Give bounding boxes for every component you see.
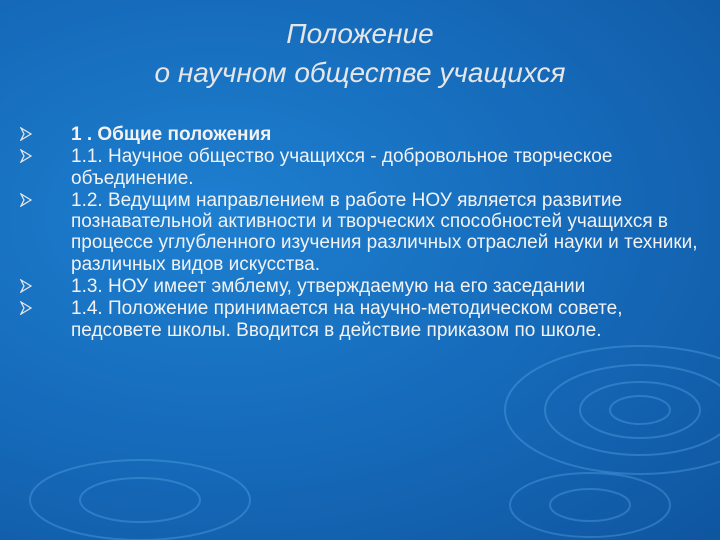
- arrowhead-bullet-icon: [20, 193, 32, 207]
- title-line-2: о научном обществе учащихся: [154, 57, 566, 88]
- list-item: [20, 146, 710, 189]
- list-item-text: 1.1. Научное общество учащихся - добровольное творческое объединение.: [71, 146, 613, 189]
- arrowhead-bullet-icon: [20, 127, 32, 141]
- arrowhead-bullet-icon: [20, 149, 32, 163]
- list-item-text: 1.3. НОУ имеет эмблему, утверждаемую на его заседании: [71, 276, 586, 298]
- arrowhead-bullet-icon: [20, 301, 32, 315]
- title-line-1: Положение: [286, 18, 434, 49]
- list-item-text: 1.4. Положение принимается на научно-методическом совете, педсовете школы. Вводится в действие приказом по школе.: [71, 298, 623, 341]
- list-item: [20, 298, 710, 341]
- list-item-text: 1.2. Ведущим направлением в работе НОУ является развитие познавательной активности и творческих способностей учащихся в процессе углубленного изучения различных отраслей науки и техники, различных видов искусства.: [71, 189, 698, 275]
- slide-title: [0, 14, 720, 92]
- list-item-text: 1 . Общие положения: [71, 124, 272, 145]
- list-item: [20, 124, 710, 145]
- bullet-list: [20, 124, 710, 341]
- arrowhead-bullet-icon: [20, 279, 32, 293]
- list-item: [20, 190, 710, 275]
- list-item: [20, 276, 710, 297]
